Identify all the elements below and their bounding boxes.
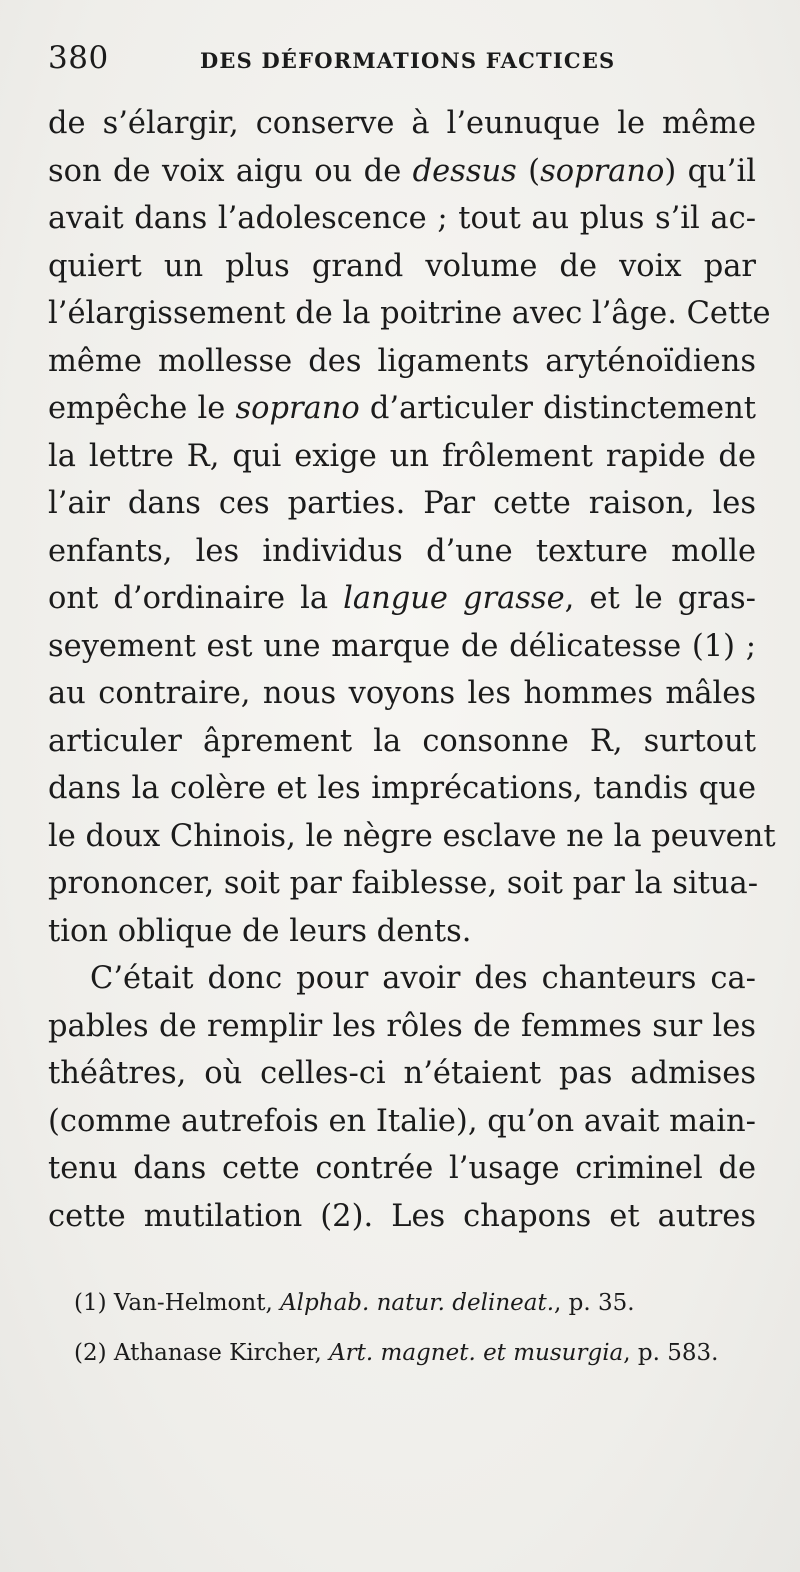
text-line: prononcer, soit par faiblesse, soit par la situa- (48, 866, 759, 901)
text-segment: son de voix aigu ou de (48, 153, 413, 189)
text-line: cette mutilation (2). Les chapons et autres (48, 1198, 756, 1234)
text-segment: ( (516, 153, 541, 189)
text-line: pables de remplir les rôles de femmes sur les (48, 1008, 756, 1044)
page-header (48, 40, 748, 84)
text-line: l’élargissement de la poitrine avec l’âge. Cette (48, 296, 771, 331)
italic-term: dessus (412, 153, 517, 189)
text-line: l’air dans ces parties. Par cette raison, les (48, 486, 756, 521)
text-line: quiert un plus grand volume de voix par (48, 248, 756, 284)
body-text (48, 100, 776, 1240)
footnote-page: , p. 35. (554, 1290, 635, 1316)
footnotes (74, 1278, 764, 1378)
text-line (48, 148, 756, 196)
text-segment: empêche le (48, 391, 236, 426)
text-line: tenu dans cette contrée l’usage criminel de (48, 1151, 756, 1186)
italic-term: soprano (540, 153, 665, 189)
text-line: même mollesse des ligaments aryténoïdiens (48, 343, 756, 379)
footnote-2 (74, 1328, 764, 1378)
text-line: C’était donc pour avoir des chanteurs ca- (90, 961, 756, 996)
text-line: avait dans l’adolescence ; tout au plus s’il ac- (48, 201, 756, 236)
text-line (48, 575, 756, 623)
footnote-1 (74, 1278, 764, 1328)
footnote-page: , p. 583. (623, 1340, 719, 1366)
text-line: enfants, les individus d’une texture molle (48, 533, 756, 569)
text-line: la lettre R, qui exige un frôlement rapide de (48, 438, 756, 474)
footnote-marker: (1) (74, 1290, 107, 1316)
italic-term: langue grasse (343, 581, 565, 616)
text-line: au contraire, nous voyons les hommes mâles (48, 676, 756, 711)
footnote-title: Art. magnet. et musurgia (329, 1340, 624, 1366)
text-segment: d’articuler distinctement (359, 391, 757, 426)
footnote-marker: (2) (74, 1340, 107, 1366)
text-line: le doux Chinois, le nègre esclave ne la peuvent (48, 818, 776, 854)
text-line: théâtres, où celles-ci n’étaient pas admises (48, 1056, 756, 1091)
text-line: (comme autrefois en Italie), qu’on avait main- (48, 1103, 756, 1139)
text-segment: ont d’ordinaire la (48, 581, 344, 616)
text-line: de s’élargir, conserve à l’eunuque le même (48, 106, 756, 141)
footnote-author: Athanase Kircher, (113, 1340, 330, 1366)
footnote-author: Van-Helmont, (113, 1290, 281, 1316)
text-line: articuler âprement la consonne R, surtout (48, 723, 756, 759)
text-line (48, 385, 756, 433)
page-number: 380 (48, 40, 109, 76)
text-segment: , et le gras- (564, 581, 756, 616)
footnote-title: Alphab. natur. delineat. (280, 1290, 555, 1316)
running-head: DES DÉFORMATIONS FACTICES (200, 48, 616, 73)
text-line: seyement est une marque de délicatesse (1) ; (48, 628, 756, 664)
text-line: tion oblique de leurs dents. (48, 913, 472, 949)
text-segment: ) qu’il (664, 153, 757, 189)
text-line: dans la colère et les imprécations, tandis que (48, 771, 756, 806)
italic-term: soprano (235, 391, 360, 426)
